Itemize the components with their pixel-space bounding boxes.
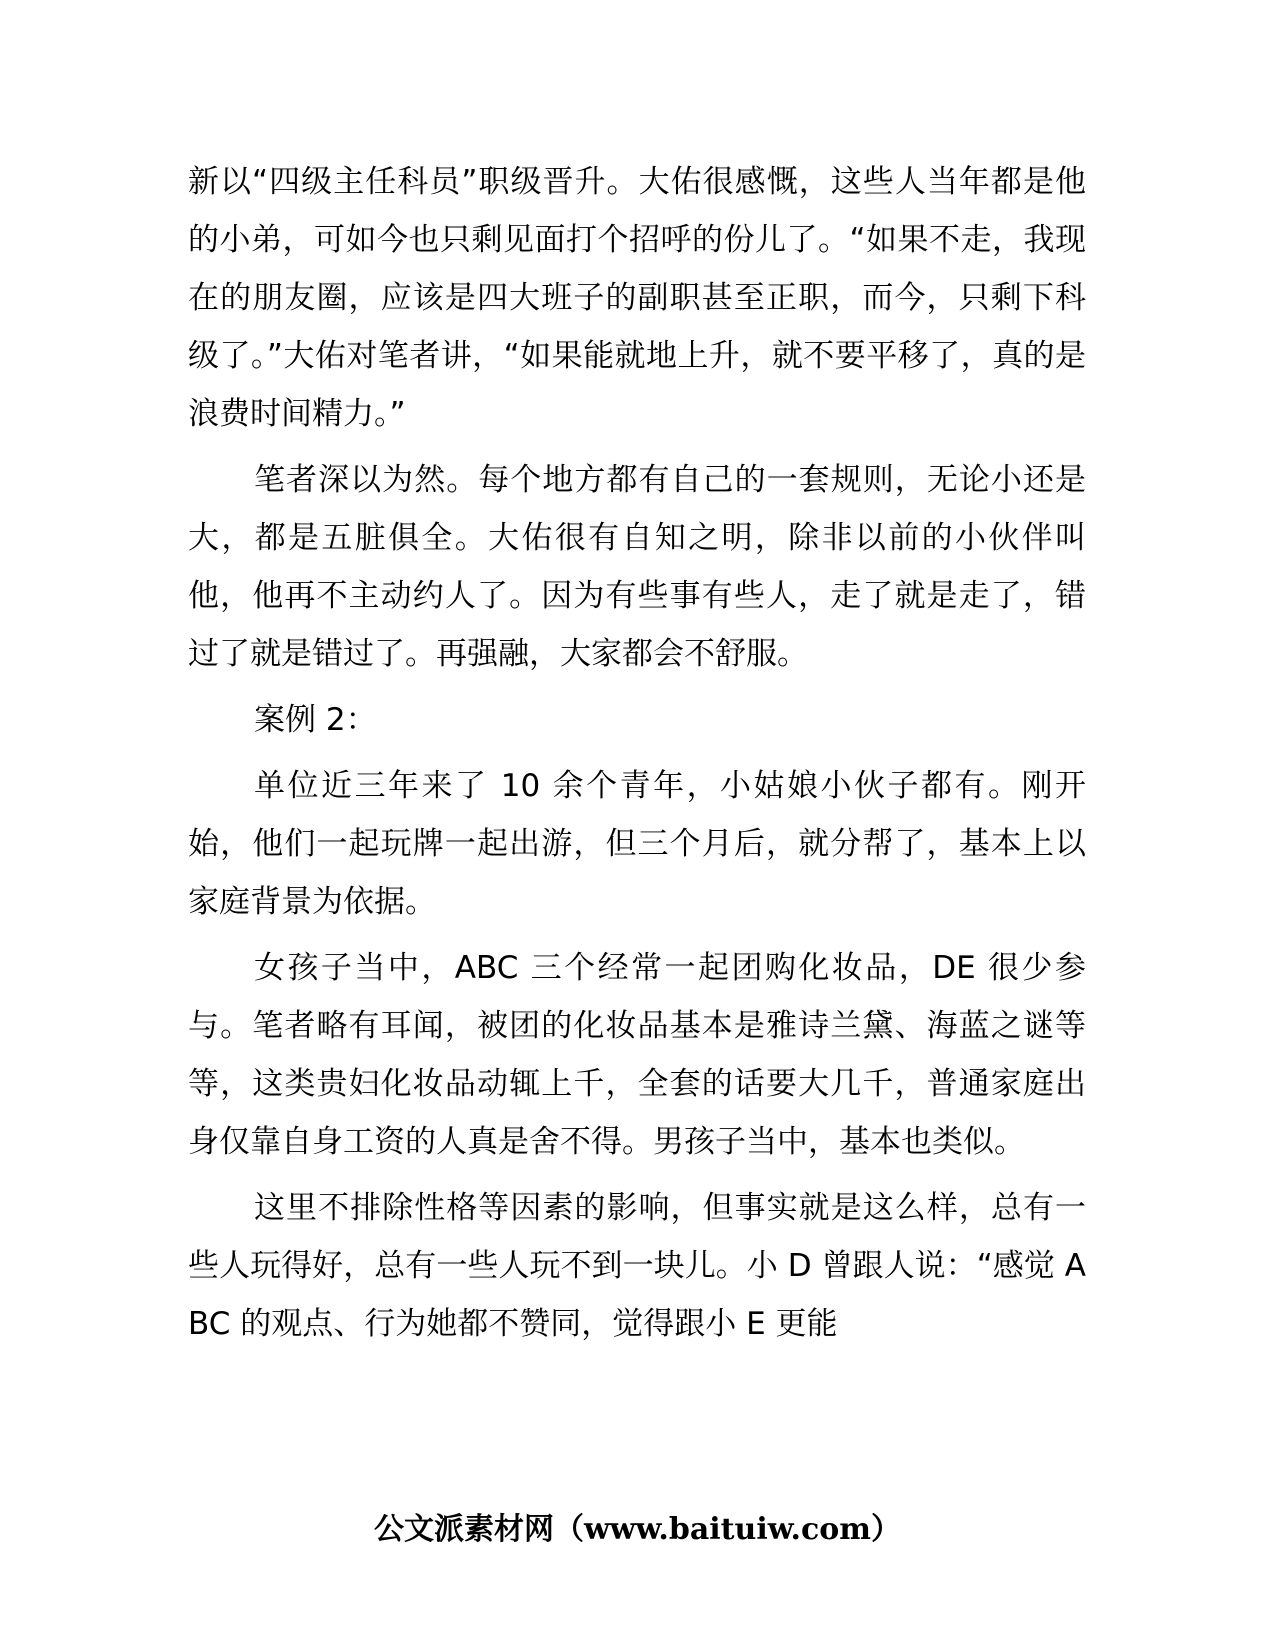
paragraph-2: 笔者深以为然。每个地方都有自己的一套规则，无论小还是大，都是五脏俱全。大佑很有自知之明，除非以前的小伙伴叫他，他再不主动约人了。因为有些事有些人，走了就是走了，错过了就是错过了。再强融，大家都会不舒服。 xyxy=(188,462,1086,672)
paragraph-5: 女孩子当中，ABC 三个经常一起团购化妆品，DE 很少参与。笔者略有耳闻，被团的化妆品基本是雅诗兰黛、海蓝之谜等等，这类贵妇化妆品动辄上千，全套的话要大几千，普通家庭出身仅靠自身工资的人真是舍不得。男孩子当中，基本也类似。 xyxy=(188,950,1086,1160)
document-body xyxy=(188,153,1086,1353)
paragraph-6: 这里不排除性格等因素的影响，但事实就是这么样，总有一些人玩得好，总有一些人玩不到一块儿。小 D 曾跟人说：“感觉 ABC 的观点、行为她都不赞同，觉得跟小 E 更能 xyxy=(188,1190,1086,1342)
paragraph-1: 新以“四级主任科员”职级晋升。大佑很感慨，这些人当年都是他的小弟，可如今也只剩见面打个招呼的份儿了。“如果不走，我现在的朋友圈，应该是四大班子的副职甚至正职，而今，只剩下科级了。”大佑对笔者讲，“如果能就地上升，就不要平移了，真的是浪费时间精力。” xyxy=(188,164,1086,432)
paragraph-case-heading: 案例 2： xyxy=(254,702,377,738)
paragraph-4: 单位近三年来了 10 余个青年，小姑娘小伙子都有。刚开始，他们一起玩牌一起出游，但三个月后，就分帮了，基本上以家庭背景为依据。 xyxy=(188,768,1086,920)
page-footer-watermark: 公文派素材网（www.baituiw.com） xyxy=(373,1512,902,1547)
